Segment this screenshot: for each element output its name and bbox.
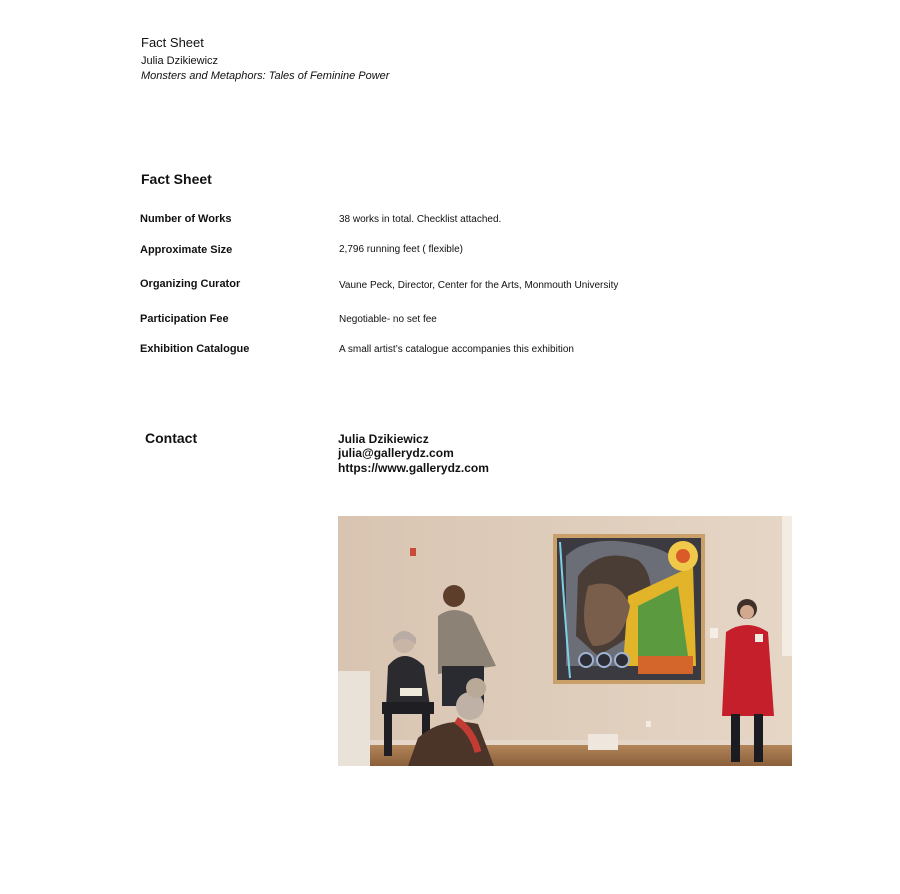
gallery-photo (338, 516, 792, 766)
fact-label-organizing-curator: Organizing Curator (140, 278, 241, 290)
contact-email[interactable]: julia@gallerydz.com (338, 446, 454, 460)
fact-value-participation-fee: Negotiable- no set fee (339, 314, 437, 325)
contact-name: Julia Dzikiewicz (338, 432, 429, 446)
contact-website[interactable]: https://www.gallerydz.com (338, 461, 489, 475)
header-title: Fact Sheet (141, 35, 204, 50)
fact-label-number-of-works: Number of Works (140, 213, 232, 225)
header-exhibition-title: Monsters and Metaphors: Tales of Feminine Power (141, 70, 390, 82)
contact-title: Contact (145, 430, 198, 446)
fact-value-exhibition-catalogue: A small artist’s catalogue accompanies this exhibition (339, 344, 574, 355)
fact-value-organizing-curator: Vaune Peck, Director, Center for the Arts, Monmouth University (339, 280, 619, 291)
fact-label-approximate-size: Approximate Size (140, 244, 233, 256)
fact-value-approximate-size: 2,796 running feet ( flexible) (339, 244, 463, 255)
fact-label-participation-fee: Participation Fee (140, 313, 229, 325)
fact-sheet-title: Fact Sheet (141, 171, 212, 187)
fact-value-number-of-works: 38 works in total. Checklist attached. (339, 214, 502, 225)
fact-label-exhibition-catalogue: Exhibition Catalogue (140, 343, 250, 355)
painting (553, 534, 705, 684)
header-artist-name: Julia Dzikiewicz (141, 55, 219, 67)
